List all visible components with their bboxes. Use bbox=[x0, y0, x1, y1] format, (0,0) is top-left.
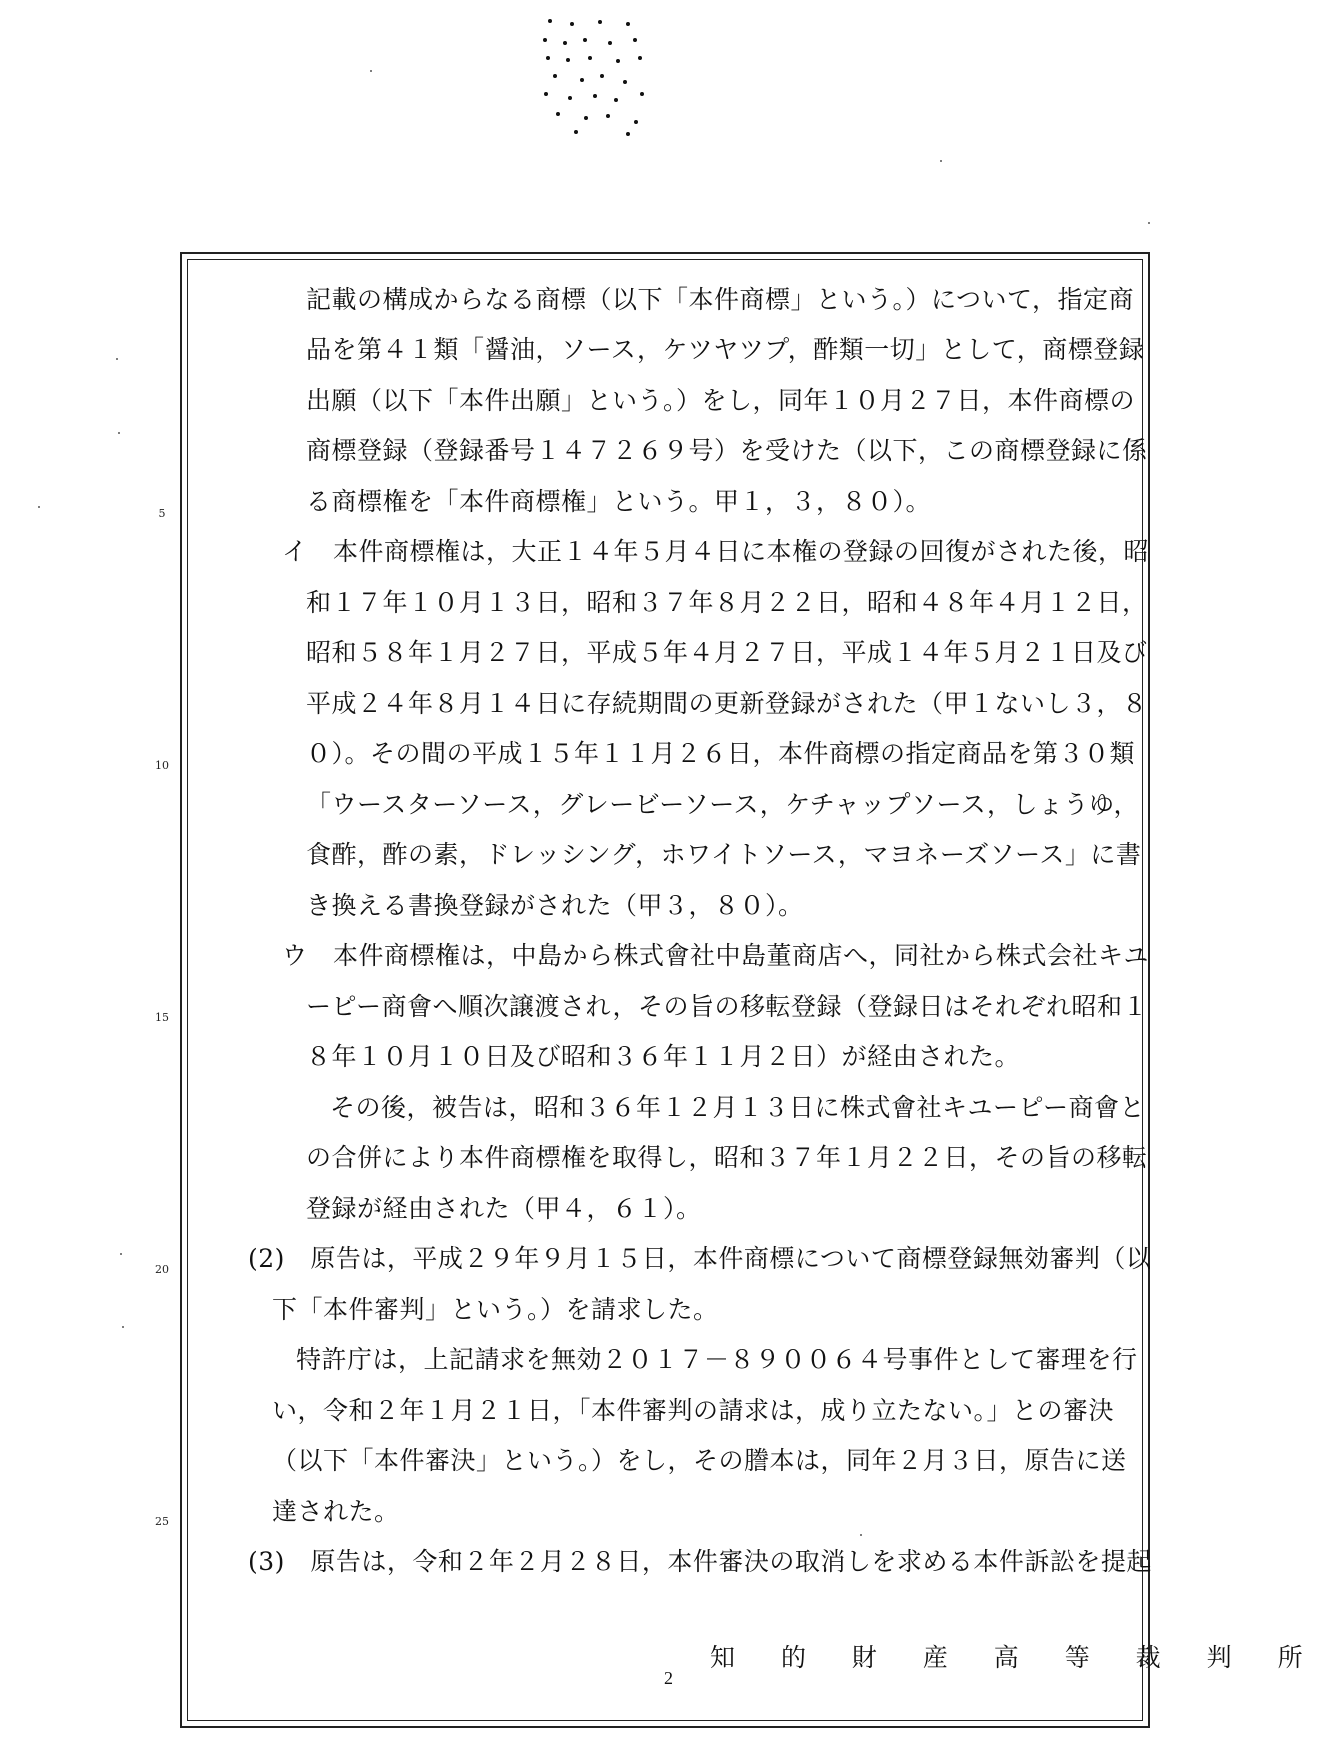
line-number-5: 5 bbox=[158, 507, 166, 520]
text-line: 特許庁は，上記請求を無効２０１７－８９００６４号事件として審理を行 bbox=[296, 1345, 1138, 1374]
scan-speck bbox=[370, 70, 372, 72]
line-number-10: 10 bbox=[155, 759, 169, 772]
line-number-15: 15 bbox=[155, 1011, 169, 1024]
text-line: (3) 原告は，令和２年２月２８日，本件審決の取消しを求める本件訴訟を提起 bbox=[248, 1547, 1152, 1576]
text-line: 出願（以下「本件出願」という。）をし，同年１０月２７日，本件商標の bbox=[306, 386, 1136, 415]
text-line: その後，被告は，昭和３６年１２月１３日に株式會社キユーピー商會と bbox=[330, 1093, 1146, 1122]
text-line: 登録が経由された（甲４，６１）。 bbox=[306, 1194, 702, 1223]
text-line: の合併により本件商標権を取得し，昭和３７年１月２２日，その旨の移転 bbox=[306, 1143, 1148, 1172]
scan-speck bbox=[940, 160, 942, 162]
text-line: 品を第４１類「醤油，ソース，ケツヤツプ，酢類一切」として，商標登録 bbox=[306, 335, 1145, 364]
text-line: ウ 本件商標権は，中島から株式會社中島董商店へ，同社から株式会社キユ bbox=[282, 941, 1150, 970]
scan-speck bbox=[122, 1326, 124, 1328]
scan-speck bbox=[38, 506, 40, 508]
text-line: 記載の構成からなる商標（以下「本件商標」という。）について，指定商 bbox=[306, 285, 1135, 314]
text-line: 下「本件審判」という。）を請求した。 bbox=[272, 1295, 719, 1324]
scan-speck bbox=[120, 1253, 122, 1255]
text-line: 和１７年１０月１３日，昭和３７年８月２２日，昭和４８年４月１２日， bbox=[306, 588, 1148, 617]
text-line: （以下「本件審決」という。）をし，その謄本は，同年２月３日，原告に送 bbox=[272, 1446, 1127, 1475]
text-line: イ 本件商標権は，大正１４年５月４日に本権の登録の回復がされた後，昭 bbox=[282, 537, 1150, 566]
scan-speck bbox=[118, 432, 120, 434]
text-line: ーピー商會へ順次譲渡され，その旨の移転登録（登録日はそれぞれ昭和１ bbox=[306, 992, 1149, 1021]
scan-speck bbox=[860, 1534, 862, 1536]
text-line: 食酢，酢の素，ドレッシング，ホワイトソース，マヨネーズソース」に書 bbox=[306, 840, 1142, 869]
text-line: ０）。その間の平成１５年１１月２６日，本件商標の指定商品を第３０類 bbox=[306, 739, 1136, 768]
page-number: 2 bbox=[664, 1668, 673, 1688]
court-name: 知 的 財 産 高 等 裁 判 所 bbox=[710, 1643, 1322, 1672]
punch-hole-pattern bbox=[540, 18, 690, 138]
text-line: ８年１０月１０日及び昭和３６年１１月２日）が経由された。 bbox=[306, 1042, 1021, 1071]
scan-speck bbox=[1148, 222, 1150, 224]
text-line: 平成２４年８月１４日に存続期間の更新登録がされた（甲１ないし３，８ bbox=[306, 689, 1148, 718]
line-number-25: 25 bbox=[155, 1515, 169, 1528]
text-line: 達された。 bbox=[272, 1497, 400, 1526]
text-line: (2) 原告は，平成２９年９月１５日，本件商標について商標登録無効審判（以 bbox=[248, 1244, 1152, 1273]
text-line: き換える書換登録がされた（甲３，８０）。 bbox=[306, 891, 804, 920]
text-line: 商標登録（登録番号１４７２６９号）を受けた（以下，この商標登録に係 bbox=[306, 436, 1148, 465]
text-line: る商標権を「本件商標権」という。甲１，３，８０）。 bbox=[306, 487, 932, 516]
text-line: 「ウースターソース，グレービーソース，ケチャップソース，しょうゆ， bbox=[306, 790, 1140, 819]
text-line: い，令和２年１月２１日，「本件審判の請求は，成り立たない。」との審決 bbox=[272, 1396, 1115, 1425]
line-number-20: 20 bbox=[155, 1263, 169, 1276]
scan-speck bbox=[116, 358, 118, 360]
text-line: 昭和５８年１月２７日，平成５年４月２７日，平成１４年５月２１日及び bbox=[306, 638, 1148, 667]
